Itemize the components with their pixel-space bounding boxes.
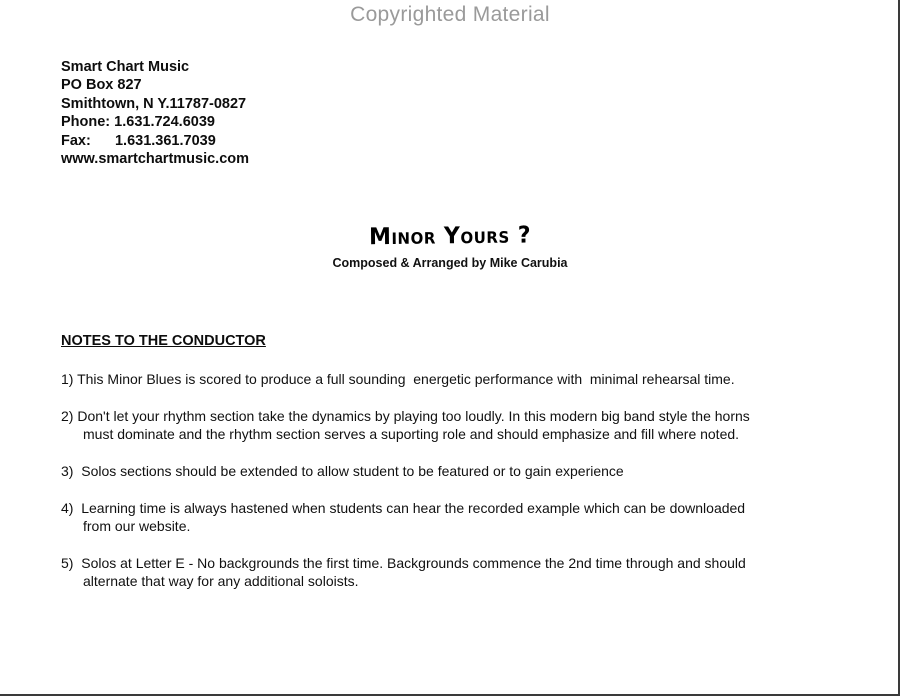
note-line-continued: from our website. <box>83 518 191 534</box>
publisher-fax: Fax: 1.631.361.7039 <box>61 132 216 149</box>
conductor-notes-list <box>61 370 861 609</box>
note-item-4 <box>61 499 861 535</box>
publisher-city: Smithtown, N Y.11787-0827 <box>61 95 247 112</box>
copyright-watermark: Copyrighted Material <box>350 3 550 26</box>
note-line: 4) Learning time is always hastened when students can hear the recorded example which can be downloaded <box>61 500 746 516</box>
notes-heading: NOTES TO THE CONDUCTOR <box>61 333 266 349</box>
publisher-address-block <box>61 58 249 168</box>
note-item-3 <box>61 462 861 480</box>
note-item-2 <box>61 407 861 443</box>
composer-credit: Composed & Arranged by Mike Carubia <box>332 256 568 270</box>
title-block <box>0 224 900 270</box>
note-line-continued: must dominate and the rhythm section serves a suporting role and should emphasize and fill where noted. <box>83 426 740 442</box>
note-line: 3) Solos sections should be extended to allow student to be featured or to gain experience <box>61 463 624 479</box>
note-item-1 <box>61 370 861 388</box>
note-line: 2) Don't let your rhythm section take the dynamics by playing too loudly. In this modern big band style the horns <box>61 408 750 424</box>
note-line-continued: alternate that way for any additional soloists. <box>83 573 359 589</box>
note-item-5 <box>61 554 861 590</box>
piece-title: Minor Yours ? <box>368 222 532 251</box>
publisher-phone: Phone: 1.631.724.6039 <box>61 114 215 131</box>
publisher-po-box: PO Box 827 <box>61 77 142 94</box>
publisher-name: Smart Chart Music <box>61 59 190 75</box>
note-line: 1) This Minor Blues is scored to produce a full sounding energetic performance with minimal rehearsal time. <box>61 371 735 387</box>
note-line: 5) Solos at Letter E - No backgrounds the first time. Backgrounds commence the 2nd time through and should <box>61 555 746 571</box>
publisher-website: www.smartchartmusic.com <box>61 151 250 168</box>
